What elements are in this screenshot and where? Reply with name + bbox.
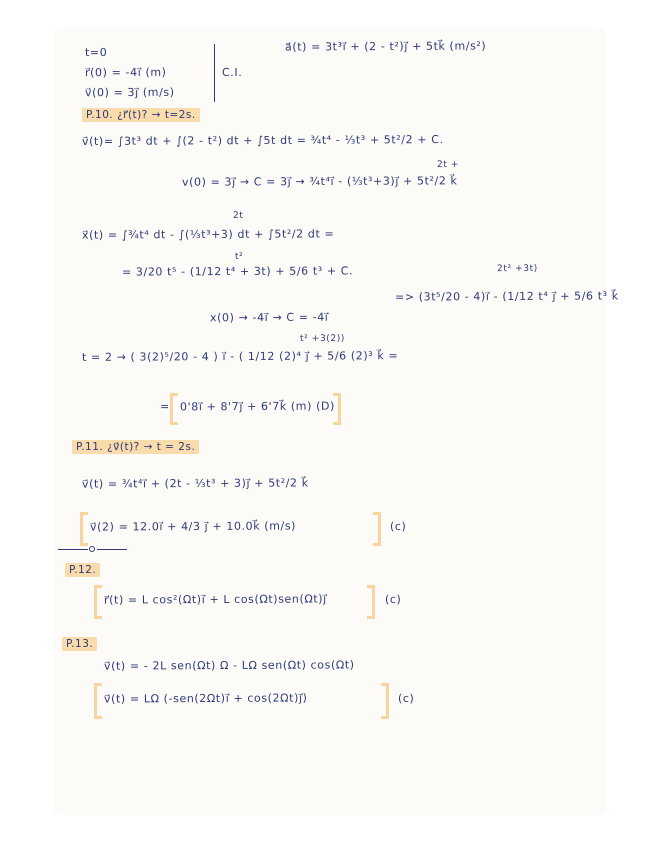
velocity-derivative: v⃗(t) = - 2L sen(Ωt) Ω - LΩ sen(Ωt) cos(Ωt) bbox=[103, 658, 355, 673]
p13-bracket-right bbox=[381, 683, 389, 719]
position-superscript: 2t bbox=[232, 210, 244, 222]
position-integral: x⃗(t) = ∫¾t⁴ dt - ∫(⅓t³+3) dt + ∫5t²/2 dt = bbox=[81, 227, 335, 242]
evaluation-at-t2: t = 2 → ( 3(2)⁵/20 - 4 ) ı⃗ - ( 1/12 (2)⁴ ȷ⃗ + 5/6 (2)³ k⃗ = bbox=[81, 349, 399, 364]
problem-11-mark: (c) bbox=[389, 519, 407, 534]
initial-time: t=0 bbox=[84, 45, 108, 60]
problem-10-header: P.10. ¿r⃗(t)? → t=2s. bbox=[82, 108, 200, 122]
position-t2-mark: t² bbox=[234, 251, 244, 263]
separator-dot bbox=[89, 546, 95, 552]
initial-conditions-brace bbox=[214, 44, 215, 102]
initial-velocity: v⃗(0) = 3ȷ⃗ (m/s) bbox=[84, 85, 175, 100]
problem-10-answer: 0'8ı⃗ + 8'7ȷ⃗ + 6'7k⃗ (m) (D) bbox=[179, 399, 335, 414]
answer-equals: = bbox=[159, 399, 170, 414]
velocity-constant-step: v(0) = 3ȷ⃗ → C = 3ȷ⃗ → ¾t⁴ı⃗ - (⅓t³+3)ȷ⃗ + 5t²/2 k⃗ bbox=[181, 174, 458, 189]
problem-11-header: P.11. ¿v⃗(t)? → t = 2s. bbox=[72, 440, 199, 454]
position-right-superscript: 2t² +3t) bbox=[496, 263, 538, 275]
p11-bracket-right bbox=[373, 512, 381, 546]
acceleration-equation: a⃗(t) = 3t³ı⃗ + (2 - t²)ȷ⃗ + 5tk⃗ (m/s²) bbox=[284, 39, 487, 54]
problem-13-answer: v⃗(t) = LΩ (-sen(2Ωt)ı⃗ + cos(2Ωt)ȷ⃗) bbox=[103, 691, 308, 706]
initial-position: r⃗(0) = -4ı⃗ (m) bbox=[84, 65, 167, 80]
problem-13-mark: (c) bbox=[397, 691, 415, 706]
separator-left bbox=[58, 549, 88, 550]
velocity-function: v⃗(t) = ¾t⁴ı⃗ + (2t - ⅓t³ + 3)ȷ⃗ + 5t²/2 k⃗ bbox=[81, 476, 309, 491]
problem-11-answer: v⃗(2) = 12.0ı⃗ + 4/3 ȷ⃗ + 10.0k⃗ (m/s) bbox=[89, 519, 297, 534]
position-integrated: = 3/20 t⁵ - (1/12 t⁴ + 3t) + 5/6 t³ + C. bbox=[121, 264, 354, 279]
position-right-result: => (3t⁵/20 - 4)ı⃗ - (1/12 t⁴ ȷ⃗ + 5/6 t³ k⃗ bbox=[394, 289, 619, 304]
velocity-superscript: 2t + bbox=[436, 159, 460, 171]
problem-12-mark: (c) bbox=[384, 592, 402, 607]
problem-12-answer: r⃗(t) = L cos²(Ωt)ı⃗ + L cos(Ωt)sen(Ωt)ȷ⃗ bbox=[103, 592, 327, 607]
velocity-integral: v⃗(t)= ∫3t³ dt + ∫(2 - t²) dt + ∫5t dt = ¾t⁴ - ⅓t³ + 5t²/2 + C. bbox=[81, 133, 444, 148]
answer-bracket-left bbox=[170, 393, 178, 425]
p12-bracket-left bbox=[94, 585, 102, 619]
problem-12-header: P.12. bbox=[65, 563, 100, 577]
p11-bracket-left bbox=[80, 512, 88, 546]
evaluation-superscript: t² +3(2)) bbox=[299, 333, 345, 345]
p12-bracket-right bbox=[367, 585, 375, 619]
separator-right bbox=[97, 549, 127, 550]
answer-bracket-right bbox=[333, 393, 341, 425]
problem-13-header: P.13. bbox=[62, 637, 97, 651]
p13-bracket-left bbox=[94, 683, 102, 719]
ci-label: C.I. bbox=[221, 65, 243, 80]
position-constant-step: x(0) → -4ı⃗ → C = -4ı⃗ bbox=[209, 310, 329, 325]
